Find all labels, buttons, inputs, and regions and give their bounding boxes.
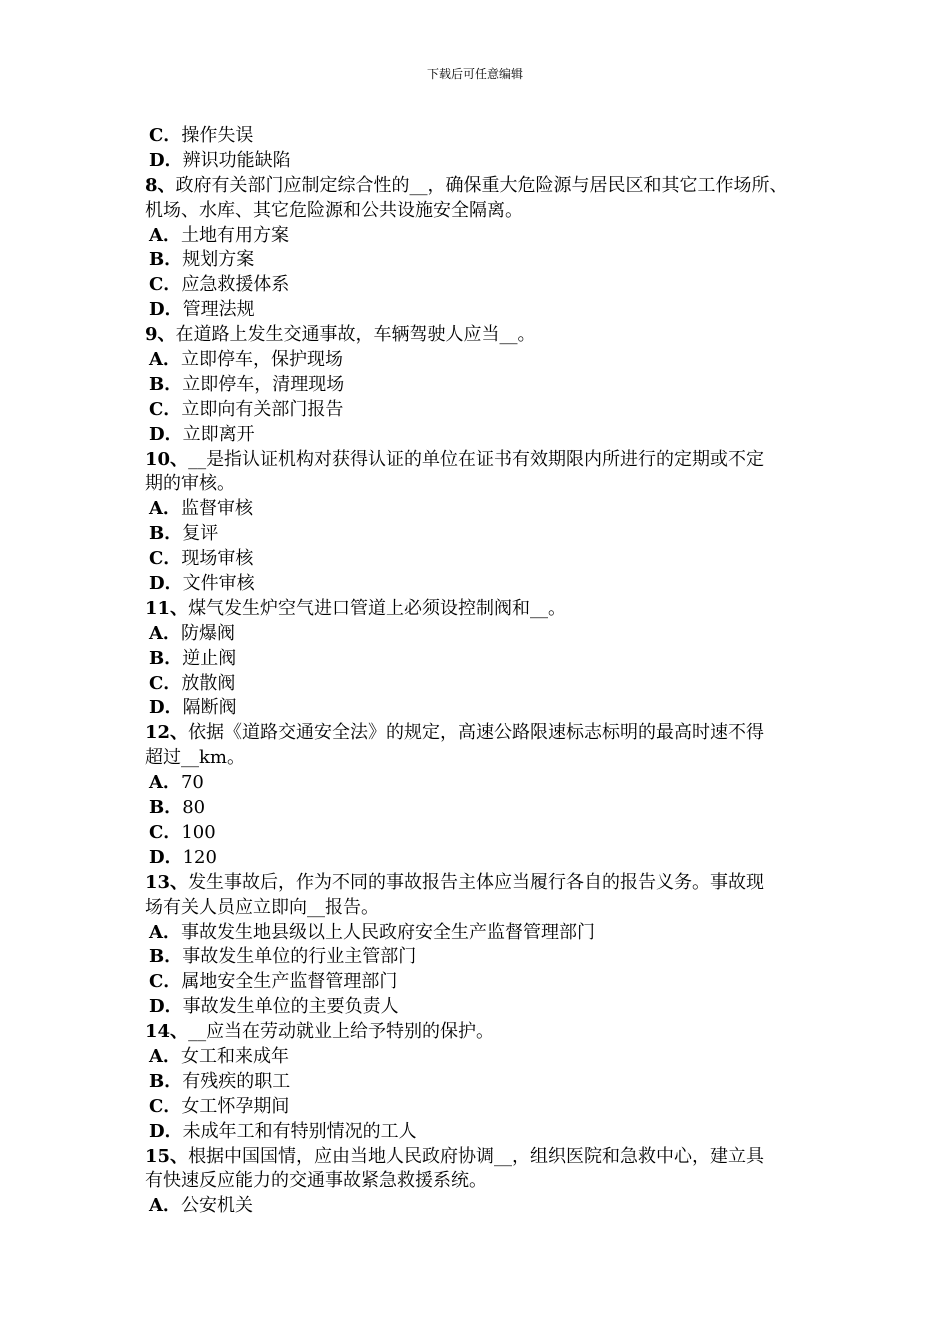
option-text: 监督审核 [180, 498, 253, 520]
option-text: 事故发生单位的行业主管部门 [182, 946, 417, 968]
question-continuation [145, 746, 835, 771]
question-number: 9、 [145, 324, 176, 346]
question-line [145, 448, 835, 473]
option-text: 女工和来成年 [180, 1045, 289, 1067]
option-label: B． [149, 946, 183, 968]
option-label: D． [149, 423, 183, 445]
option-text: 未成年工和有特别情况的工人 [182, 1120, 417, 1142]
option-line [145, 298, 835, 323]
option-line [145, 771, 835, 796]
option-text: 规划方案 [182, 249, 255, 271]
option-text: 公安机关 [180, 1195, 253, 1217]
option-line [145, 572, 835, 597]
option-label: B． [149, 797, 183, 819]
question-continuation [145, 199, 835, 224]
option-label: D． [149, 299, 183, 321]
option-line [145, 373, 835, 398]
question-list [145, 124, 835, 1219]
option-text: 立即停车，保护现场 [180, 349, 343, 371]
option-line [145, 846, 835, 871]
option-label: D． [149, 697, 183, 719]
option-line [145, 398, 835, 423]
option-text: 隔断阀 [182, 697, 237, 719]
option-label: D． [149, 1120, 183, 1142]
option-text: 女工怀孕期间 [181, 1095, 290, 1117]
option-label: A． [149, 349, 181, 371]
option-label: A． [149, 224, 181, 246]
question-text: 超过__km。 [145, 747, 245, 769]
option-label: C． [149, 548, 182, 570]
question-text: 期的审核。 [145, 473, 235, 495]
option-label: D． [149, 573, 183, 595]
question-continuation [145, 472, 835, 497]
option-text: 属地安全生产监督管理部门 [181, 971, 398, 993]
question-text: 政府有关部门应制定综合性的__，确保重大危险源与居民区和其它工作场所、 [175, 174, 788, 196]
option-line [145, 1095, 835, 1120]
option-text: 立即向有关部门报告 [181, 398, 344, 420]
question-number: 11、 [145, 597, 189, 619]
option-line [145, 1070, 835, 1095]
option-text: 土地有用方案 [180, 224, 289, 246]
question-number: 13、 [145, 871, 189, 893]
question-number: 15、 [145, 1145, 189, 1167]
question-line [145, 871, 835, 896]
option-label: D． [149, 846, 183, 868]
option-text: 立即离开 [182, 423, 255, 445]
option-label: D． [149, 149, 183, 171]
question-number: 12、 [145, 722, 189, 744]
question-text: 机场、水库、其它危险源和公共设施安全隔离。 [145, 199, 523, 221]
option-label: A． [149, 1195, 181, 1217]
question-line [145, 1145, 835, 1170]
question-number: 10、 [145, 448, 189, 470]
question-number: 8、 [145, 174, 176, 196]
option-line [145, 124, 835, 149]
question-number: 14、 [145, 1021, 189, 1043]
question-line [145, 597, 835, 622]
option-label: D． [149, 996, 183, 1018]
option-text: 文件审核 [182, 573, 255, 595]
option-label: C． [149, 821, 182, 843]
option-text: 逆止阀 [182, 647, 237, 669]
option-line [145, 348, 835, 373]
question-text: 煤气发生炉空气进口管道上必须设控制阀和__。 [188, 597, 567, 619]
option-line [145, 672, 835, 697]
option-line [145, 796, 835, 821]
option-label: A． [149, 921, 181, 943]
question-continuation [145, 1169, 835, 1194]
option-line [145, 1194, 835, 1219]
option-line [145, 149, 835, 174]
question-text: 有快速反应能力的交通事故紧急救援系统。 [145, 1170, 487, 1192]
option-text: 120 [182, 846, 217, 868]
option-text: 操作失误 [181, 125, 254, 146]
option-label: B． [149, 1070, 183, 1092]
question-text: 根据中国国情，应由当地人民政府协调__，组织医院和急救中心，建立具 [188, 1145, 765, 1167]
option-label: A． [149, 622, 181, 644]
option-line [145, 921, 835, 946]
option-line [145, 622, 835, 647]
option-text: 复评 [182, 523, 219, 545]
option-line [145, 522, 835, 547]
option-label: C． [149, 125, 182, 146]
option-line [145, 696, 835, 721]
option-text: 应急救援体系 [181, 274, 290, 296]
option-line [145, 1120, 835, 1145]
option-text: 防爆阀 [180, 622, 235, 644]
question-text: __是指认证机构对获得认证的单位在证书有效期限内所进行的定期或不定 [188, 448, 765, 470]
page-header: 下载后可任意编辑 [426, 67, 523, 81]
option-label: C． [149, 398, 182, 420]
question-continuation [145, 896, 835, 921]
option-line [145, 970, 835, 995]
option-text: 立即停车，清理现场 [182, 373, 345, 395]
option-line [145, 273, 835, 298]
question-text: 发生事故后，作为不同的事故报告主体应当履行各自的报告义务。事故现 [188, 871, 765, 893]
option-line [145, 1045, 835, 1070]
option-line [145, 647, 835, 672]
question-line [145, 1020, 835, 1045]
option-text: 70 [180, 772, 204, 794]
option-line [145, 248, 835, 273]
option-text: 事故发生单位的主要负责人 [182, 996, 399, 1018]
question-text: 场有关人员应立即向__报告。 [145, 896, 379, 918]
option-line [145, 423, 835, 448]
option-label: A． [149, 772, 181, 794]
option-text: 有残疾的职工 [182, 1070, 291, 1092]
option-line [145, 821, 835, 846]
option-label: C． [149, 971, 182, 993]
option-label: B． [149, 647, 183, 669]
question-text: 在道路上发生交通事故，车辆驾驶人应当__。 [175, 324, 536, 346]
option-line [145, 945, 835, 970]
option-text: 事故发生地县级以上人民政府安全生产监督管理部门 [180, 921, 595, 943]
option-text: 80 [182, 797, 206, 819]
option-text: 放散阀 [181, 672, 236, 694]
option-line [145, 224, 835, 249]
option-text: 管理法规 [182, 299, 255, 321]
option-line [145, 995, 835, 1020]
option-text: 100 [181, 821, 216, 843]
question-line [145, 174, 835, 199]
question-line [145, 323, 835, 348]
option-line [145, 497, 835, 522]
option-line [145, 547, 835, 572]
option-text: 现场审核 [181, 548, 254, 570]
option-label: B． [149, 373, 183, 395]
option-label: C． [149, 1095, 182, 1117]
option-label: A． [149, 498, 181, 520]
question-line [145, 721, 835, 746]
option-text: 辨识功能缺陷 [182, 149, 291, 171]
option-label: C． [149, 672, 182, 694]
question-text: __应当在劳动就业上给予特别的保护。 [188, 1021, 495, 1043]
option-label: B． [149, 249, 183, 271]
option-label: B． [149, 523, 183, 545]
question-text: 依据《道路交通安全法》的规定，高速公路限速标志标明的最高时速不得 [188, 722, 765, 744]
option-label: C． [149, 274, 182, 296]
option-label: A． [149, 1045, 181, 1067]
